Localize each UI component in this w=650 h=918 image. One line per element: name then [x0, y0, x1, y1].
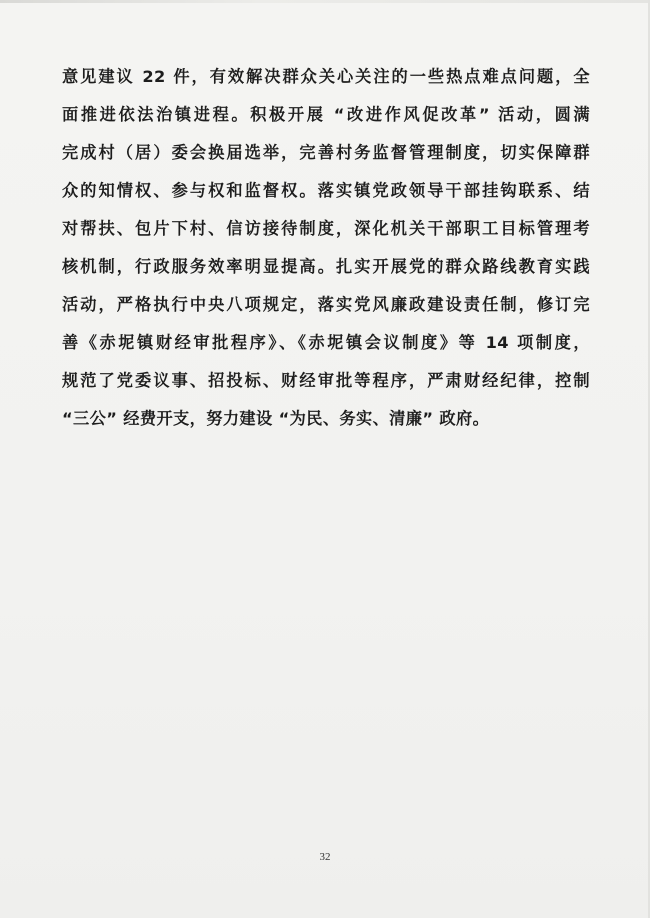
paragraph-line: 面推进依法治镇进程。积极开展 “改进作风促改革” 活动，圆满 — [62, 105, 590, 124]
scan-edge-top — [0, 0, 650, 3]
paragraph-line: 对帮扶、包片下村、信访接待制度，深化机关干部职工目标管理考 — [62, 219, 590, 238]
paragraph-line: 善《赤坭镇财经审批程序》、《赤坭镇会议制度》等 14 项制度， — [62, 333, 590, 352]
paragraph-line-last: “三公” 经费开支，努力建设 “为民、务实、清廉” 政府。 — [62, 409, 490, 428]
paragraph-line: 完成村（居）委会换届选举，完善村务监督管理制度，切实保障群 — [62, 143, 590, 162]
paragraph-line: 意见建议 22 件，有效解决群众关心关注的一些热点难点问题，全 — [62, 67, 590, 86]
page-number: 32 — [319, 851, 331, 863]
body-paragraph — [62, 58, 590, 438]
paragraph-line: 活动，严格执行中央八项规定，落实党风廉政建设责任制，修订完 — [62, 295, 590, 314]
paragraph-line: 核机制，行政服务效率明显提高。扎实开展党的群众路线教育实践 — [62, 257, 590, 276]
paragraph-line: 众的知情权、参与权和监督权。落实镇党政领导干部挂钩联系、结 — [62, 181, 590, 200]
paragraph-line: 规范了党委议事、招投标、财经审批等程序，严肃财经纪律，控制 — [62, 371, 590, 390]
